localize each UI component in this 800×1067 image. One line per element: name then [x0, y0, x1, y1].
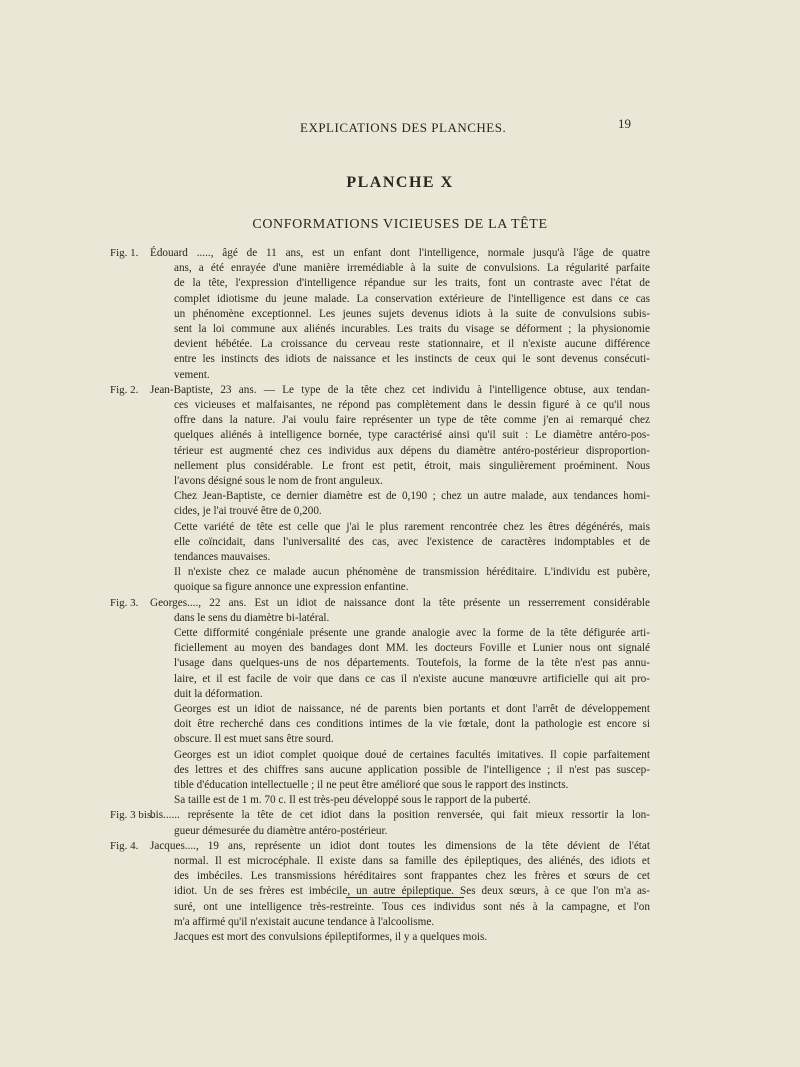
text-line: entre les instincts des idiots de naissance et les instincts de ceux qui le sont devenus consécuti- [174, 353, 650, 366]
text-line: térieur est augmenté chez ces individus aux dépens du diamètre antéro-postérieur disproportion- [174, 444, 650, 457]
text-line: devient hébétée. La croissance du cerveau reste stationnaire, et il n'existe aucune différence [174, 338, 650, 351]
section-title: CONFORMATIONS VICIEUSES DE LA TÊTE [252, 217, 548, 232]
text-line: nellement plus considérable. Le front est petit, étroit, mais singulièrement proéminent. Nous [174, 459, 650, 472]
text-line: laire, et il est facile de voir que dans ce cas il n'existe aucune manœuvre artificielle qui ait pro- [174, 672, 650, 685]
text-line: gueur démesurée du diamètre antéro-postérieur. [174, 824, 388, 837]
figure-label: Fig. 2. [110, 383, 139, 396]
text-line: Jacques est mort des convulsions épileptiformes, il y a quelques mois. [174, 931, 488, 944]
text-line: Cette difformité congéniale présente une grande analogie avec la forme de la tête défigurée arti- [174, 627, 650, 639]
text-line: offre dans la nature. J'ai voulu faire représenter un type de tête comme j'en ai remarqué chez [174, 414, 650, 427]
text-line: m'a affirmé qu'il n'existait aucune tendance à l'alcoolisme. [174, 915, 435, 928]
text-line: normal. Il est microcéphale. Il existe dans sa famille des épileptiques, des aliénés, des idiots et [174, 855, 650, 867]
text-line: cides, je l'ai trouvé être de 0,200. [174, 505, 322, 518]
text-line: Chez Jean-Baptiste, ce dernier diamètre est de 0,190 ; chez un autre malade, aux tendances homi- [174, 490, 650, 503]
text-line: un phénomène exceptionnel. Les jeunes sujets devenus idiots à la suite de convulsions subis- [174, 307, 650, 320]
text-line: l'usage dans quelques-uns de nos départements. Toutefois, la forme de la tête n'est pas annu- [174, 657, 650, 670]
text-line: Édouard ....., âgé de 11 ans, est un enfant dont l'intelligence, normale jusqu'à l'âge de quatre [150, 247, 650, 259]
figure-label: Fig. 4. [110, 839, 139, 852]
figure-entry [110, 596, 650, 809]
figure-entry [110, 383, 650, 596]
text-line: Jean-Baptiste, 23 ans. — Le type de la tête chez cet individu à l'intelligence obtuse, aux tendan- [150, 383, 650, 396]
text-line: Sa taille est de 1 m. 70 c. Il est très-peu développé sous le rapport de la puberté. [174, 794, 531, 807]
figure-entry [110, 808, 650, 838]
text-line: l'avons désigné sous le nom de front anguleux. [174, 475, 383, 488]
text-line: vement. [174, 368, 210, 381]
running-head: EXPLICATIONS DES PLANCHES. [300, 120, 507, 135]
text-line: Georges est un idiot complet quoique doué de certaines facultés imitatives. Il copie parfaitement [174, 748, 650, 761]
text-line: obscure. Il est muet sans être sourd. [174, 733, 334, 746]
text-line: duit la déformation. [174, 687, 263, 700]
text-line: Jacques...., 19 ans, représente un idiot dont toutes les dimensions de la tête dévient de l'état [150, 839, 650, 852]
text-line: Georges...., 22 ans. Est un idiot de naissance dont la tête présente un resserrement considérable [150, 596, 650, 609]
figure-label: Fig. 3 bis. [110, 809, 155, 822]
text-line: quelques aliénés à intelligence bornée, type caractérisé ainsi qu'il suit : Le diamètre antéro-pos- [174, 429, 650, 442]
page-number: 19 [618, 116, 631, 131]
closing-rule [346, 897, 464, 898]
plate-title: PLANCHE X [346, 174, 454, 191]
text-line: Georges est un idiot de naissance, né de parents bien portants et dont l'arrêt de développement [174, 703, 650, 716]
text-line: quoique sa figure annonce une expression enfantine. [174, 581, 409, 594]
figure-entry [110, 839, 650, 945]
figure-label: Fig. 1. [110, 247, 139, 259]
text-line: ces vicieuses et malfaisantes, ne répond pas complètement dans le dessin figuré à ce qu'il nous [174, 399, 650, 411]
text-line: suré, ont une intelligence très-restreinte. Tous ces individus sont nés à la campagne, et l'on [174, 900, 650, 913]
text-line: Il n'existe chez ce malade aucun phénomène de transmission héréditaire. L'individu est pubère, [174, 566, 650, 579]
text-line: ans, a été enrayée d'une manière irremédiable à la suite de convulsions. La régularité parfaite [174, 262, 650, 275]
text-line: sent la loi commune aux aliénés incurables. Les traits du visage se déforment ; la physionomie [174, 323, 650, 336]
text-line: des imbéciles. Les transmissions héréditaires sont frappantes chez les frères et sœurs de cet [174, 870, 650, 883]
text-line: Cette variété de tête est celle que j'ai le plus rarement rencontrée chez les êtres dégénérés, mais [174, 520, 650, 533]
text-line: complet idiotisme du jeune malade. La conservation extérieure de l'intelligence est dans ce cas [174, 292, 650, 305]
text-line: elle coïncidait, dans l'universalité des cas, avec l'existence de caractères indomptables et de [174, 535, 650, 548]
figure-entry [110, 246, 650, 383]
text-line: bis...... représente la tête de cet idiot dans la position renversée, qui fait mieux ressortir la lon- [150, 809, 650, 822]
text-line: tible d'éducation intellectuelle ; il ne peut être amélioré que sous le rapport des instincts. [174, 779, 569, 792]
text-line: ficiellement au moyen des bandages dont MM. les docteurs Foville et Lunier nous ont signalé [174, 642, 650, 655]
text-line: doit être recherché dans ces conditions intimes de la vie fœtale, dont la pathologie est encore si [174, 718, 650, 731]
text-line: dans le sens du diamètre bi-latéral. [174, 611, 330, 624]
text-line: tendances mauvaises. [174, 551, 271, 564]
text-line: de la tête, l'expression d'intelligence répandue sur les traits, font un contraste avec l'état de [174, 277, 650, 290]
text-line: idiot. Un de ses frères est imbécile, un autre épileptique. Ses deux sœurs, à ce que l'on m'a as- [174, 885, 650, 898]
text-line: des lettres et des chiffres sans aucune application possible de l'intelligence ; il n'est pas suscep- [174, 763, 650, 776]
figure-label: Fig. 3. [110, 596, 139, 609]
